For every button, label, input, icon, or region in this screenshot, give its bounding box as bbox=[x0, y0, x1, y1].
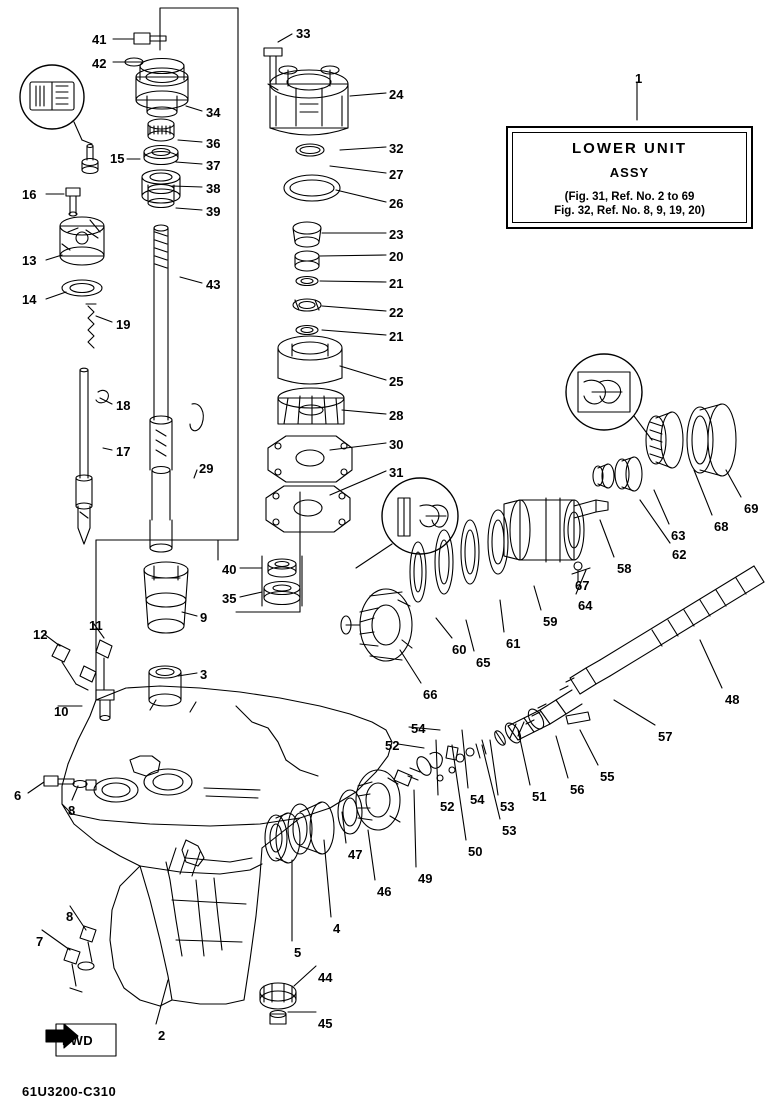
callout-number: 27 bbox=[389, 167, 404, 182]
callout-number: 64 bbox=[578, 598, 593, 613]
callout-number: 55 bbox=[600, 769, 615, 784]
callout-number: 58 bbox=[617, 561, 632, 576]
title-box-line4: Fig. 32, Ref. No. 8, 9, 19, 20) bbox=[554, 205, 705, 217]
callout-number: 42 bbox=[92, 56, 107, 71]
callout-number: 53 bbox=[500, 799, 515, 814]
title-box-line2: ASSY bbox=[609, 165, 650, 180]
title-box bbox=[506, 126, 753, 229]
callout-number: 31 bbox=[389, 465, 404, 480]
callout-number: 54 bbox=[470, 792, 485, 807]
callout-number: 57 bbox=[658, 729, 673, 744]
callout-number: 67 bbox=[575, 578, 590, 593]
title-box-line1: LOWER UNIT bbox=[572, 140, 687, 157]
callout-number: 21 bbox=[389, 329, 404, 344]
callout-number: 60 bbox=[452, 642, 467, 657]
callout-number: 44 bbox=[318, 970, 333, 985]
callout-number: 41 bbox=[92, 32, 107, 47]
callout-number: 62 bbox=[672, 547, 687, 562]
callout-number: 35 bbox=[222, 591, 237, 606]
callout-number: 10 bbox=[54, 704, 69, 719]
document-code: 61U3200-C310 bbox=[22, 1084, 117, 1099]
callout-number: 12 bbox=[33, 627, 48, 642]
callout-number: 54 bbox=[411, 721, 426, 736]
callout-number: 34 bbox=[206, 105, 221, 120]
callout-number: 32 bbox=[389, 141, 404, 156]
callout-number: 56 bbox=[570, 782, 585, 797]
callout-number: 29 bbox=[199, 461, 214, 476]
callout-number: 16 bbox=[22, 187, 37, 202]
callout-number: 43 bbox=[206, 277, 221, 292]
callout-number: 61 bbox=[506, 636, 521, 651]
callout-number: 22 bbox=[389, 305, 404, 320]
callout-number: 69 bbox=[744, 501, 759, 516]
callout-number: 5 bbox=[294, 945, 302, 960]
callout-number: 24 bbox=[389, 87, 404, 102]
callout-number: 63 bbox=[671, 528, 686, 543]
callout-number: 9 bbox=[200, 610, 208, 625]
callout-number: 49 bbox=[418, 871, 433, 886]
callout-number: 50 bbox=[468, 844, 483, 859]
callout-number: 21 bbox=[389, 276, 404, 291]
fwd-direction-label: FWD bbox=[62, 1033, 94, 1048]
callout-number: 6 bbox=[14, 788, 22, 803]
callout-number: 20 bbox=[389, 249, 404, 264]
callout-number: 39 bbox=[206, 204, 221, 219]
callout-number: 19 bbox=[116, 317, 131, 332]
callout-number: 53 bbox=[502, 823, 517, 838]
callout-number: 52 bbox=[440, 799, 455, 814]
title-box-line3: (Fig. 31, Ref. No. 2 to 69 bbox=[564, 191, 695, 203]
callout-number: 52 bbox=[385, 738, 400, 753]
callout-number: 68 bbox=[714, 519, 729, 534]
callout-number: 66 bbox=[423, 687, 438, 702]
callout-number: 3 bbox=[200, 667, 208, 682]
callout-number: 28 bbox=[389, 408, 404, 423]
callout-number: 47 bbox=[348, 847, 363, 862]
callout-number: 37 bbox=[206, 158, 221, 173]
callout-number: 36 bbox=[206, 136, 221, 151]
callout-number: 17 bbox=[116, 444, 131, 459]
callout-number: 38 bbox=[206, 181, 221, 196]
callout-number: 15 bbox=[110, 151, 125, 166]
callout-number: 14 bbox=[22, 292, 37, 307]
callout-number: 45 bbox=[318, 1016, 333, 1031]
callout-number: 8 bbox=[68, 803, 76, 818]
callout-number: 40 bbox=[222, 562, 237, 577]
callout-number: 8 bbox=[66, 909, 74, 924]
callout-number: 18 bbox=[116, 398, 131, 413]
callout-number: 11 bbox=[89, 618, 103, 633]
callout-number: 2 bbox=[158, 1028, 166, 1043]
callout-number: 26 bbox=[389, 196, 404, 211]
callout-number: 30 bbox=[389, 437, 404, 452]
callout-number: 13 bbox=[22, 253, 37, 268]
callout-number: 23 bbox=[389, 227, 404, 242]
callout-number: 4 bbox=[333, 921, 341, 936]
callout-number: 59 bbox=[543, 614, 558, 629]
callout-number: 25 bbox=[389, 374, 404, 389]
callout-number: 7 bbox=[36, 934, 44, 949]
callout-number: 1 bbox=[635, 71, 643, 86]
callout-number: 33 bbox=[296, 26, 311, 41]
callout-number: 48 bbox=[725, 692, 740, 707]
callout-number: 65 bbox=[476, 655, 491, 670]
callout-number: 46 bbox=[377, 884, 392, 899]
callout-number: 51 bbox=[532, 789, 547, 804]
